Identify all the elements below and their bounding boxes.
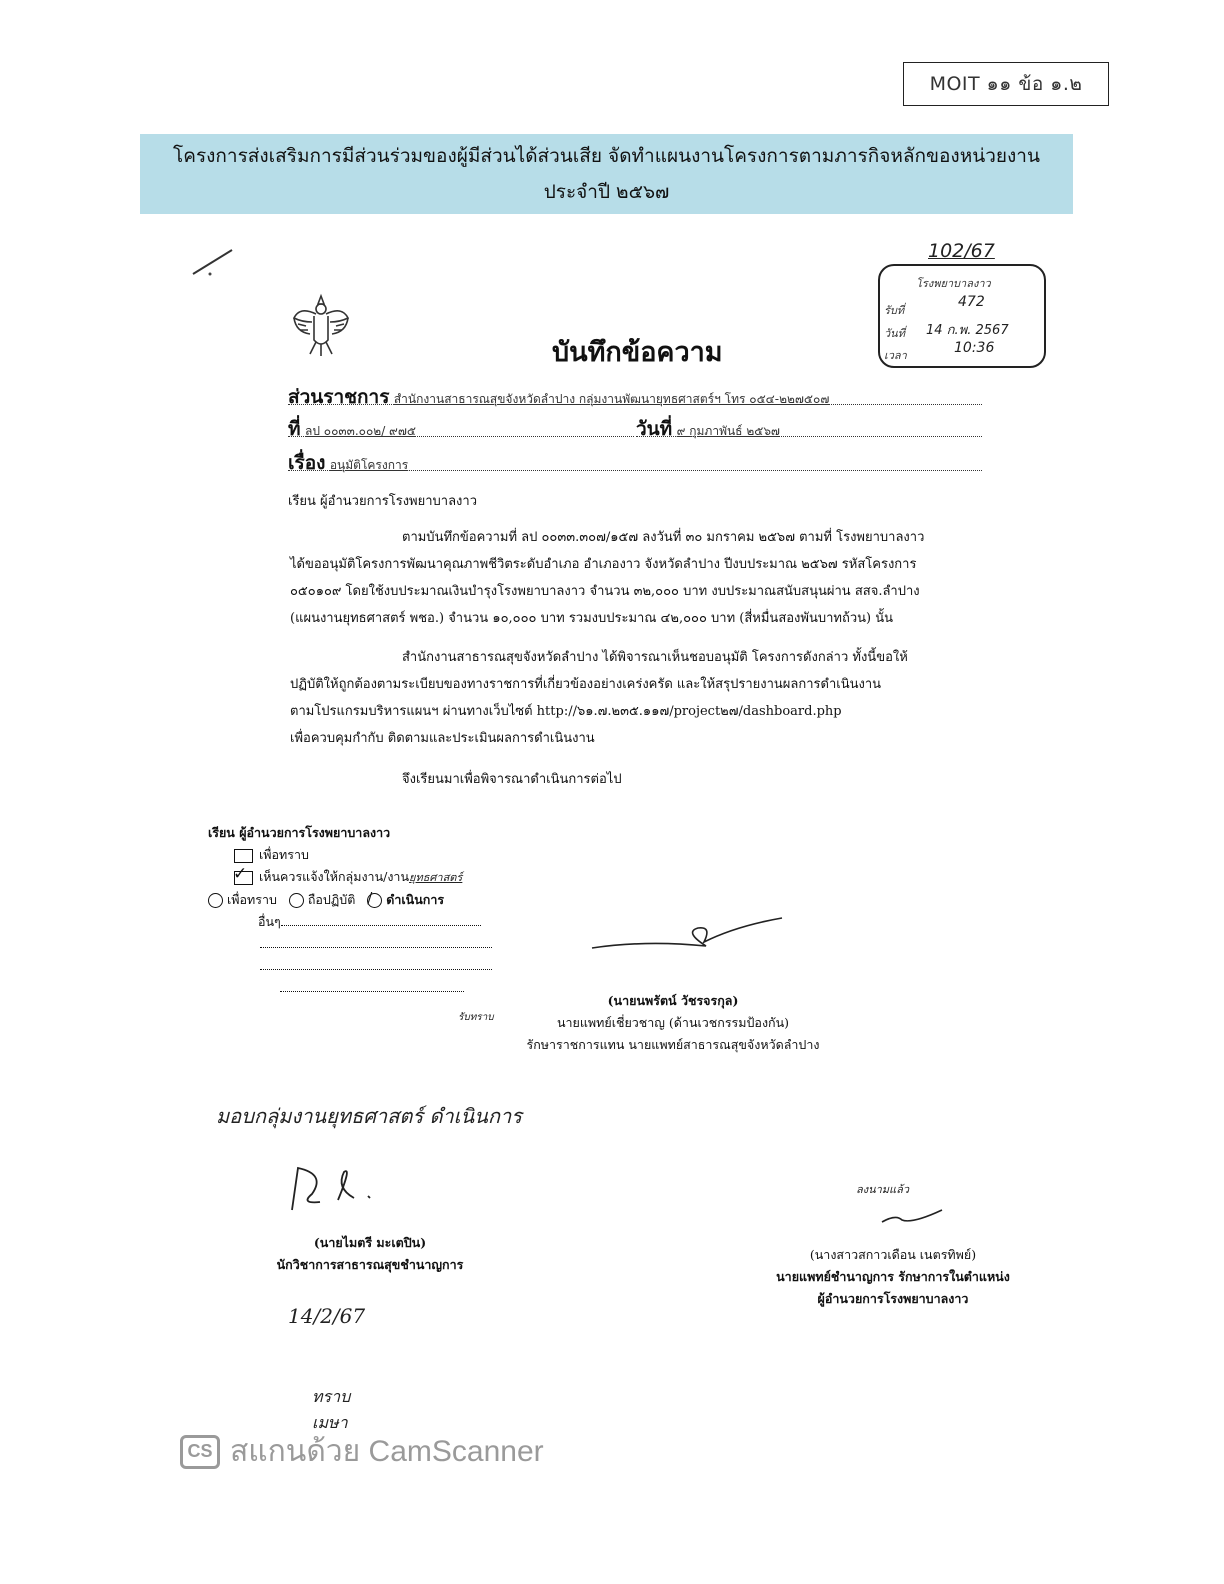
director-name: (นางสาวสกาวเดือน เนตรทิพย์) xyxy=(809,1247,977,1262)
p2-line: ตามโปรแกรมบริหารแผนฯ ผ่านทางเว็บไซต์ http://๖๑.๗.๒๓๕.๑๑๗/project๒๗/dashboard.php xyxy=(290,704,842,719)
routing-to: เรียน ผู้อำนวยการโรงพยาบาลงาว xyxy=(208,825,391,840)
ref-value: ลป ๐๐๓๓.๐๐๒/ ๙๗๕ xyxy=(304,424,416,438)
stamp-time-label: เวลา xyxy=(884,349,907,362)
staff-position: นักวิชาการสาธารณสุขชำนาญการ xyxy=(276,1257,464,1272)
action-comply: ถือปฏิบัติ xyxy=(307,892,356,907)
memo-title: บันทึกข้อความ xyxy=(552,337,723,368)
routing-option-2-label: เห็นควรแจ้งให้กลุ่มงาน/งาน xyxy=(259,869,409,884)
director-title: ผู้อำนวยการโรงพยาบาลงาว xyxy=(817,1291,969,1306)
date-value: ๙ กุมภาพันธ์ ๒๕๖๗ xyxy=(676,424,780,438)
routing-block xyxy=(208,822,492,999)
subject-value: อนุมัติโครงการ xyxy=(329,458,409,472)
banner-title: โครงการส่งเสริมการมีส่วนร่วมของผู้มีส่วนได้ส่วนเสีย จัดทำแผนงานโครงการตามภารกิจหลักของหน่วยงาน xyxy=(173,145,1040,167)
routing-option-2 xyxy=(208,863,492,889)
ack-label: ทราบ xyxy=(312,1387,351,1406)
routing-other-label: อื่นๆ xyxy=(258,914,281,929)
action-acknowledge: เพื่อทราบ xyxy=(227,892,277,907)
banner-year: ประจำปี ๒๕๖๗ xyxy=(543,181,670,203)
project-banner xyxy=(140,134,1073,214)
date-label: วันที่ xyxy=(636,418,673,440)
ack-name: เมษา xyxy=(312,1413,348,1432)
routing-sign-note: รับทราบ xyxy=(458,1012,494,1023)
signature-provincial-officer xyxy=(586,912,786,962)
signer-block xyxy=(500,990,846,1056)
ref-label: ที่ xyxy=(288,418,301,440)
subject-label: เรื่อง xyxy=(288,452,326,474)
memo-salutation: เรียน ผู้อำนวยการโรงพยาบาลงาว xyxy=(288,494,478,509)
p2-line: ปฏิบัติให้ถูกต้องตามระเบียบของทางราชการที่เกี่ยวข้องอย่างเคร่งครัด และให้สรุปรายงานผลการดำเนินงาน xyxy=(290,677,882,692)
p1-line: ได้ขออนุมัติโครงการพัฒนาคุณภาพชีวิตระดับอำเภอ อำเภองาว จังหวัดลำปาง ปีงบประมาณ ๒๕๖๗ รหัสโครงการ xyxy=(290,557,917,572)
stamp-recv-value: 472 xyxy=(958,294,985,310)
checkbox-checked-icon: ✓ xyxy=(234,871,253,885)
receipt-stamp xyxy=(878,264,1046,368)
signer-name: (นายนพรัตน์ วัชรจรกุล) xyxy=(607,993,739,1008)
action-proceed: ดำเนินการ xyxy=(386,892,445,907)
memo-paragraph-2 xyxy=(290,644,990,752)
watermark-text: สแกนด้วย CamScanner xyxy=(230,1435,544,1468)
p2-line: เพื่อควบคุมกำกับ ติดตามและประเมินผลการดำเนินงาน xyxy=(290,731,595,746)
scan-stroke-mark xyxy=(190,244,240,278)
stamp-recv-label: รับที่ xyxy=(884,304,905,317)
director-block xyxy=(748,1244,1038,1310)
routing-option-1 xyxy=(208,844,492,866)
radio-empty-icon xyxy=(208,893,223,908)
camscanner-watermark xyxy=(180,1428,544,1475)
memo-date-row xyxy=(636,414,982,440)
stamp-time-value: 10:36 xyxy=(954,340,995,356)
memo-subject-row xyxy=(288,448,982,474)
document-code: MOIT ๑๑ ข้อ ๑.๒ xyxy=(929,73,1083,95)
department-value: สำนักงานสาธารณสุขจังหวัดลำปาง กลุ่มงานพัฒนายุทธศาสตร์ฯ โทร ๐๕๔-๒๒๗๕๐๗ xyxy=(393,392,830,406)
stamp-register-number: 102/67 xyxy=(928,240,995,262)
memo-closing: จึงเรียนมาเพื่อพิจารณาดำเนินการต่อไป xyxy=(402,772,622,787)
routing-option-1-label: เพื่อทราบ xyxy=(259,847,309,862)
signer-position: นายแพทย์เชี่ยวชาญ (ด้านเวชกรรมป้องกัน) xyxy=(556,1015,790,1030)
stamp-date-value: 14 ก.พ. 2567 xyxy=(926,323,1009,338)
memo-ref-row xyxy=(288,414,634,440)
routing-option-2-fill: ยุทธศาสตร์ xyxy=(409,871,463,884)
p1-line: (แผนงานยุทธศาสตร์ พชอ.) จำนวน ๑๐,๐๐๐ บาท รวมงบประมาณ ๔๒,๐๐๐ บาท (สี่หมื่นสองพันบาทถ้วน) นั้น xyxy=(290,611,894,626)
routing-other xyxy=(208,911,492,933)
signer-acting: รักษาราชการแทน นายแพทย์สาธารณสุขจังหวัดลำปาง xyxy=(526,1037,820,1052)
routing-blank-line xyxy=(208,933,492,955)
director-note: ลงนามแล้ว xyxy=(856,1183,910,1196)
stamp-org: โรงพยาบาลงาว xyxy=(916,277,991,290)
p1-line: ตามบันทึกข้อความที่ ลป ๐๐๓๓.๓๐๗/๑๕๗ ลงวันที่ ๓๐ มกราคม ๒๕๖๗ ตามที่ โรงพยาบาลงาว xyxy=(402,530,925,545)
routing-blank-line xyxy=(208,955,492,977)
radio-empty-icon xyxy=(289,893,304,908)
document-code-box xyxy=(903,62,1109,106)
signature-director xyxy=(878,1206,948,1230)
staff-name: (นายไมตรี มะเตปิน) xyxy=(313,1235,427,1250)
stamp-date-label: วันที่ xyxy=(884,327,905,340)
routing-date-line xyxy=(208,977,492,999)
p1-line: ๐๕๐๑๐๙ โดยใช้งบประมาณเงินบำรุงโรงพยาบาลงาว จำนวน ๓๒,๐๐๐ บาท งบประมาณสนับสนุนผ่าน สสจ.ลำปาง xyxy=(290,584,920,599)
staff-date: 14/2/67 xyxy=(288,1304,366,1328)
staff-block xyxy=(252,1232,488,1276)
signature-staff xyxy=(282,1160,392,1220)
radio-checked-icon: / xyxy=(367,893,382,908)
checkbox-empty-icon xyxy=(234,849,253,863)
department-label: ส่วนราชการ xyxy=(288,386,390,408)
garuda-emblem xyxy=(290,292,352,360)
memo-department-row xyxy=(288,382,982,408)
p2-line: สำนักงานสาธารณสุขจังหวัดลำปาง ได้พิจารณาเห็นชอบอนุมัติ โครงการดังกล่าว ทั้งนี้ขอให้ xyxy=(402,650,908,665)
director-position: นายแพทย์ชำนาญการ รักษาการในตำแหน่ง xyxy=(776,1269,1010,1284)
handwritten-instruction: มอบกลุ่มงานยุทธศาสตร์ ดำเนินการ xyxy=(216,1104,522,1128)
routing-actions xyxy=(208,889,492,911)
camscanner-logo-icon: CS xyxy=(180,1435,220,1469)
memo-paragraph-1 xyxy=(290,524,990,632)
